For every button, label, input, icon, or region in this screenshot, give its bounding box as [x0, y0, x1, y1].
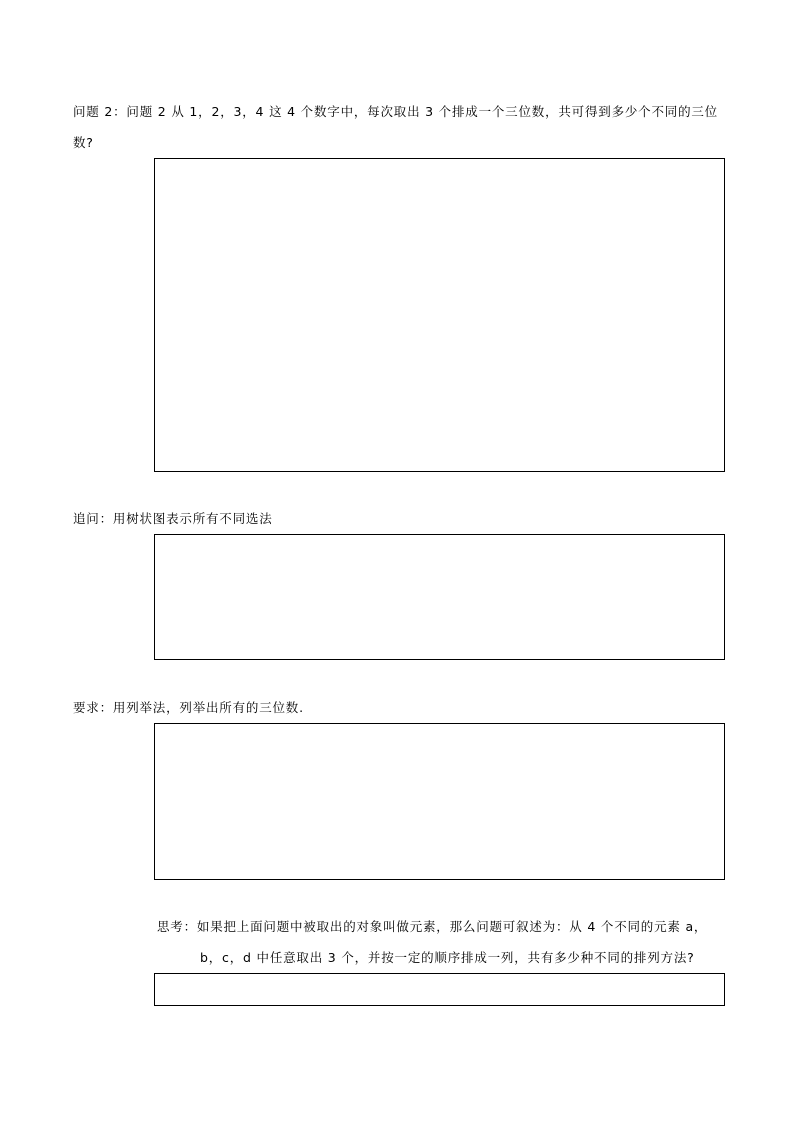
problem2-answer-box[interactable] [154, 158, 725, 472]
enumeration-box[interactable] [154, 723, 725, 880]
tree-diagram-box[interactable] [154, 534, 725, 660]
thinking-text-line2: b，c，d 中任意取出 3 个，并按一定的顺序排成一列，共有多少种不同的排列方法? [200, 950, 695, 965]
problem2-text-line2: 数? [73, 135, 94, 150]
thinking-text-line1: 思考：如果把上面问题中被取出的对象叫做元素，那么问题可叙述为：从 4 个不同的元素 a， [157, 919, 708, 934]
followup-question: 追问：用树状图表示所有不同选法 [73, 511, 273, 526]
problem2-text-line1: 问题 2：问题 2 从 1，2，3，4 这 4 个数字中，每次取出 3 个排成一个三位数，共可得到多少个不同的三位 [73, 104, 718, 119]
thinking-answer-box[interactable] [154, 973, 725, 1006]
requirement-text: 要求：用列举法，列举出所有的三位数. [73, 700, 304, 715]
